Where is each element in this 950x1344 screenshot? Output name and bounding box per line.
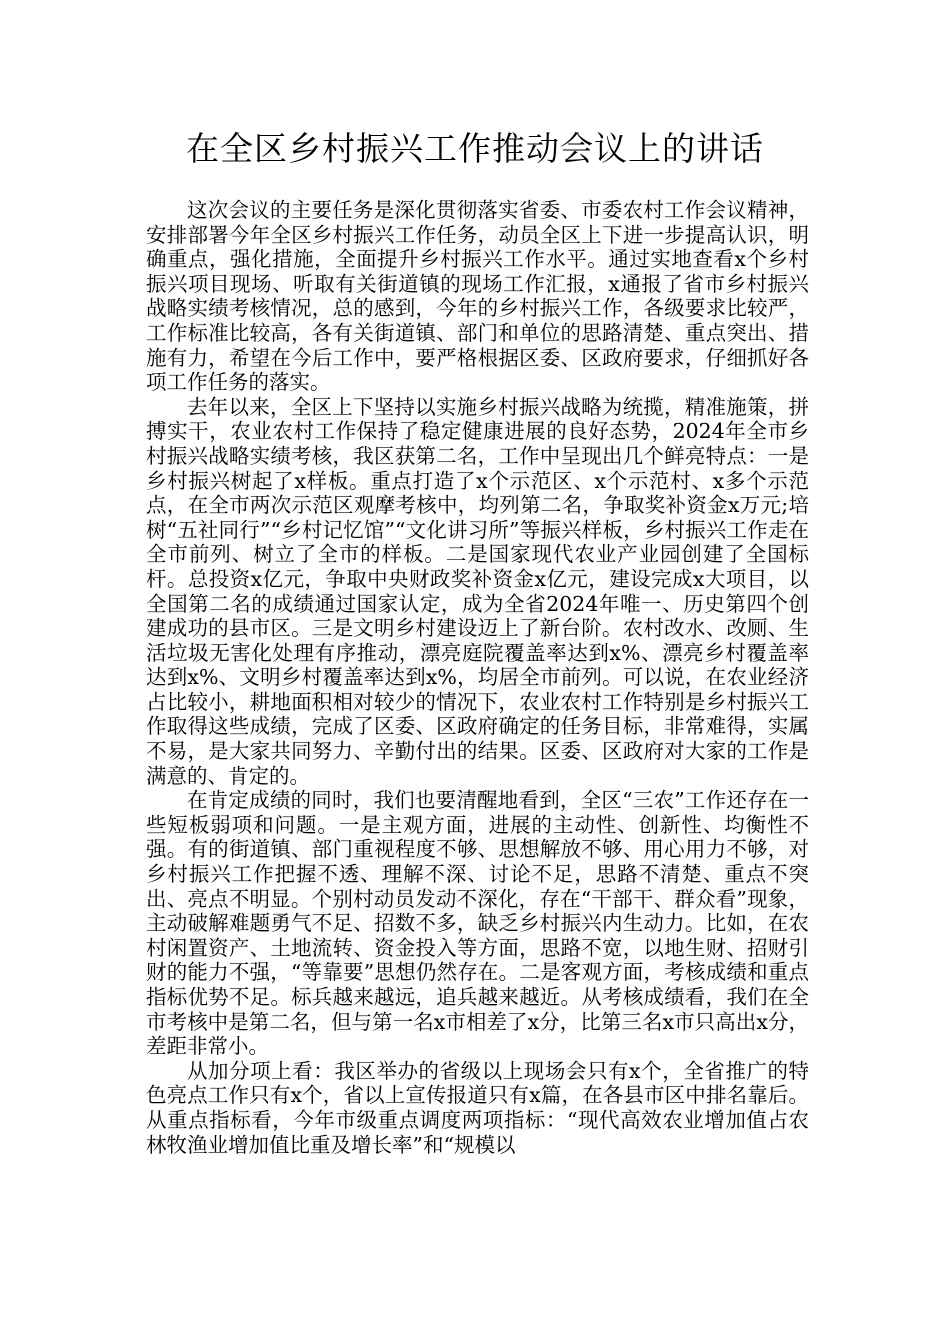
paragraph: 去年以来，全区上下坚持以实施乡村振兴战略为统揽，精准施策，拼搏实干，农业农村工作保持了稳定健康进展的良好态势，2024年全市乡村振兴战略实绩考核，我区获第二名，工作中呈现出几个鲜亮特点：一是乡村振兴树起了x样板。重点打造了x个示范区、x个示范村、x多个示范点，在全市两次示范区观摩考核中，均列第二名，争取奖补资金x万元;培树“五社同行”“乡村记忆馆”“文化讲习所”等振兴样板，乡村振兴工作走在全市前列、树立了全市的样板。二是国家现代农业产业园创建了全国标杆。总投资x亿元，争取中央财政奖补资金x亿元，建设完成x大项目，以全国第二名的成绩通过国家认定，成为全省2024年唯一、历史第四个创建成功的县市区。三是文明乡村建设迈上了新台阶。农村改水、改厕、生活垃圾无害化处理有序推动，漂亮庭院覆盖率达到x%、漂亮乡村覆盖率达到x%、文明乡村覆盖率达到x%，均居全市前列。可以说，在农业经济占比较小，耕地面积相对较少的情况下，农业农村工作特别是乡村振兴工作取得这些成绩，完成了区委、区政府确定的任务目标，非常难得，实属不易，是大家共同努力、辛勤付出的结果。区委、区政府对大家的工作是满意的、肯定的。 [146, 394, 809, 788]
document-body [146, 198, 809, 1157]
paragraph: 这次会议的主要任务是深化贯彻落实省委、市委农村工作会议精神，安排部署今年全区乡村振兴工作任务，动员全区上下进一步提高认识，明确重点，强化措施，全面提升乡村振兴工作水平。通过实地查看x个乡村振兴项目现场、听取有关街道镇的现场工作汇报，x通报了省市乡村振兴战略实绩考核情况，总的感到，今年的乡村振兴工作，各级要求比较严，工作标准比较高，各有关街道镇、部门和单位的思路清楚、重点突出、措施有力，希望在今后工作中，要严格根据区委、区政府要求，仔细抓好各项工作任务的落实。 [146, 198, 809, 395]
page-title: 在全区乡村振兴工作推动会议上的讲话 [186, 129, 764, 168]
paragraph: 在肯定成绩的同时，我们也要清醒地看到，全区“三农”工作还存在一些短板弱项和问题。一是主观方面，进展的主动性、创新性、均衡性不强。有的街道镇、部门重视程度不够、思想解放不够、用心用力不够，对乡村振兴工作把握不透、理解不深、讨论不足，思路不清楚、重点不突出、亮点不明显。个别村动员发动不深化，存在“干部干、群众看”现象，主动破解难题勇气不足、招数不多，缺乏乡村振兴内生动力。比如，在农村闲置资产、土地流转、资金投入等方面，思路不宽，以地生财、招财引财的能力不强，“等靠要”思想仍然存在。二是客观方面，考核成绩和重点指标优势不足。标兵越来越远，追兵越来越近。从考核成绩看，我们在全市考核中是第二名，但与第一名x市相差了x分，比第三名x市只高出x分，差距非常小。 [146, 788, 809, 1059]
paragraph: 从加分项上看：我区举办的省级以上现场会只有x个，全省推广的特色亮点工作只有x个，省以上宣传报道只有x篇，在各县市区中排名靠后。从重点指标看，今年市级重点调度两项指标：“现代高效农业增加值占农林牧渔业增加值比重及增长率”和“规模以 [146, 1058, 809, 1157]
